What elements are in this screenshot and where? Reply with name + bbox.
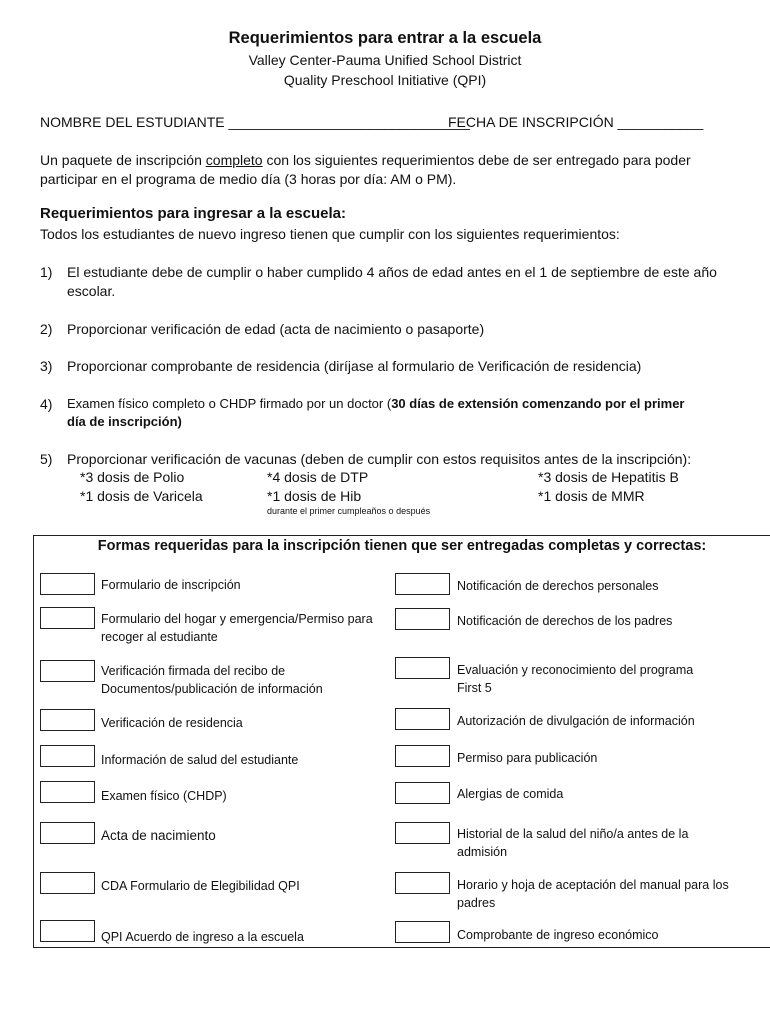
checkbox-schedule-handbook[interactable]	[395, 872, 450, 894]
label-qpi-agreement: QPI Acuerdo de ingreso a la escuela	[101, 930, 304, 944]
label-info-release: Autorización de divulgación de información	[457, 714, 695, 728]
student-name-blank[interactable]: _______________________________	[228, 114, 470, 130]
checkbox-home-emergency-form[interactable]	[40, 607, 95, 629]
intro-line-2: participar en el programa de medio día (3 horas por día: AM o PM).	[40, 171, 457, 187]
intro-text-2: con los siguientes requerimientos debe de ser entregado para poder	[262, 152, 691, 168]
hib-note: durante el primer cumpleaños o después	[267, 506, 431, 516]
checkbox-cda-eligibility[interactable]	[40, 872, 95, 894]
checkbox-physical-exam[interactable]	[40, 781, 95, 803]
label-physical-exam: Examen físico (CHDP)	[101, 789, 227, 803]
label-publication-permission: Permiso para publicación	[457, 751, 598, 765]
label-residence-verification: Verificación de residencia	[101, 716, 243, 730]
district-name: Valley Center-Pauma Unified School District	[248, 52, 522, 68]
label-schedule-handbook: Horario y hoja de aceptación del manual para los	[457, 878, 729, 892]
req-5-text: Proporcionar verificación de vacunas (deben de cumplir con estos requisitos antes de la inscripción):	[67, 451, 692, 467]
label-student-health-info: Información de salud del estudiante	[101, 753, 299, 767]
vaccine-dtp: *4 dosis de DTP	[267, 469, 369, 485]
checkbox-food-allergies[interactable]	[395, 782, 450, 804]
label-cda-eligibility: CDA Formulario de Elegibilidad QPI	[101, 879, 300, 893]
req-1-text: El estudiante debe de cumplir o haber cumplido 4 años de edad antes en el 1 de septiembre de este año	[67, 264, 717, 280]
label-health-history: Historial de la salud del niño/a antes de la	[457, 827, 689, 841]
vaccine-hepb: *3 dosis de Hepatitis B	[538, 469, 679, 485]
student-name-label: NOMBRE DEL ESTUDIANTE	[40, 114, 225, 130]
label-home-emergency-form-2: recoger al estudiante	[101, 630, 218, 644]
checkbox-signed-receipt[interactable]	[40, 660, 95, 682]
label-enrollment-form: Formulario de inscripción	[101, 578, 241, 592]
checkbox-health-history[interactable]	[395, 822, 450, 844]
req-2-text: Proporcionar verificación de edad (acta de nacimiento o pasaporte)	[67, 321, 485, 337]
label-home-emergency-form: Formulario del hogar y emergencia/Permiso para	[101, 612, 373, 626]
label-program-evaluation: Evaluación y reconocimiento del programa	[457, 663, 694, 677]
req-2-num: 2)	[40, 321, 53, 337]
checkbox-student-health-info[interactable]	[40, 745, 95, 767]
req-4-text-2: día de inscripción)	[67, 414, 182, 429]
label-birth-certificate: Acta de nacimiento	[101, 828, 216, 843]
student-name-field[interactable]	[40, 113, 470, 132]
label-signed-receipt-2: Documentos/publicación de información	[101, 682, 323, 696]
checkbox-info-release[interactable]	[395, 708, 450, 730]
intro-underlined: completo	[205, 152, 263, 168]
checkbox-publication-permission[interactable]	[395, 745, 450, 767]
intro-text: Un paquete de inscripción	[40, 152, 206, 168]
checkbox-enrollment-form[interactable]	[40, 573, 95, 595]
label-signed-receipt: Verificación firmada del recibo de	[101, 664, 286, 678]
intro-line-1	[40, 151, 691, 170]
checkbox-program-evaluation[interactable]	[395, 657, 450, 679]
checkbox-parent-rights[interactable]	[395, 608, 450, 630]
req-4-text	[67, 395, 685, 413]
enroll-date-blank[interactable]: ___________	[617, 114, 704, 130]
checkbox-qpi-agreement[interactable]	[40, 920, 95, 942]
label-personal-rights: Notificación de derechos personales	[457, 579, 659, 593]
req-3-num: 3)	[40, 358, 53, 374]
enroll-date-field[interactable]	[448, 113, 703, 132]
req-4-num: 4)	[40, 396, 53, 412]
requirements-lead: Todos los estudiantes de nuevo ingreso tienen que cumplir con los siguientes requerimientos:	[40, 226, 620, 242]
checkbox-residence-verification[interactable]	[40, 709, 95, 731]
vaccine-mmr: *1 dosis de MMR	[538, 488, 645, 504]
document-title: Requerimientos para entrar a la escuela	[228, 29, 542, 47]
label-schedule-handbook-2: padres	[457, 896, 496, 910]
vaccine-polio: *3 dosis de Polio	[80, 469, 185, 485]
checkbox-income-proof[interactable]	[395, 921, 450, 943]
label-health-history-2: admisión	[457, 845, 508, 859]
label-program-evaluation-2: First 5	[457, 681, 492, 695]
req-1-text-2: escolar.	[67, 283, 116, 299]
req-1-num: 1)	[40, 264, 53, 280]
enroll-date-label: FECHA DE INSCRIPCIÓN	[448, 114, 614, 130]
checkbox-personal-rights[interactable]	[395, 573, 450, 595]
req-5-num: 5)	[40, 451, 53, 467]
program-name: Quality Preschool Initiative (QPI)	[283, 72, 487, 88]
vaccine-hib: *1 dosis de Hib	[267, 488, 362, 504]
vaccine-varicela: *1 dosis de Varicela	[80, 488, 203, 504]
label-income-proof: Comprobante de ingreso económico	[457, 928, 659, 942]
label-parent-rights: Notificación de derechos de los padres	[457, 614, 673, 628]
label-food-allergies: Alergias de comida	[457, 787, 564, 801]
req-4-normal: Examen físico completo o CHDP firmado por un doctor (	[67, 396, 392, 411]
checkbox-birth-certificate[interactable]	[40, 822, 95, 844]
req-4-bold: 30 días de extensión comenzando por el primer	[391, 396, 685, 411]
forms-heading: Formas requeridas para la inscripción tienen que ser entregadas completas y correctas:	[97, 538, 707, 554]
requirements-heading: Requerimientos para ingresar a la escuela:	[40, 205, 346, 222]
req-3-text: Proporcionar comprobante de residencia (diríjase al formulario de Verificación de residencia)	[67, 358, 642, 374]
